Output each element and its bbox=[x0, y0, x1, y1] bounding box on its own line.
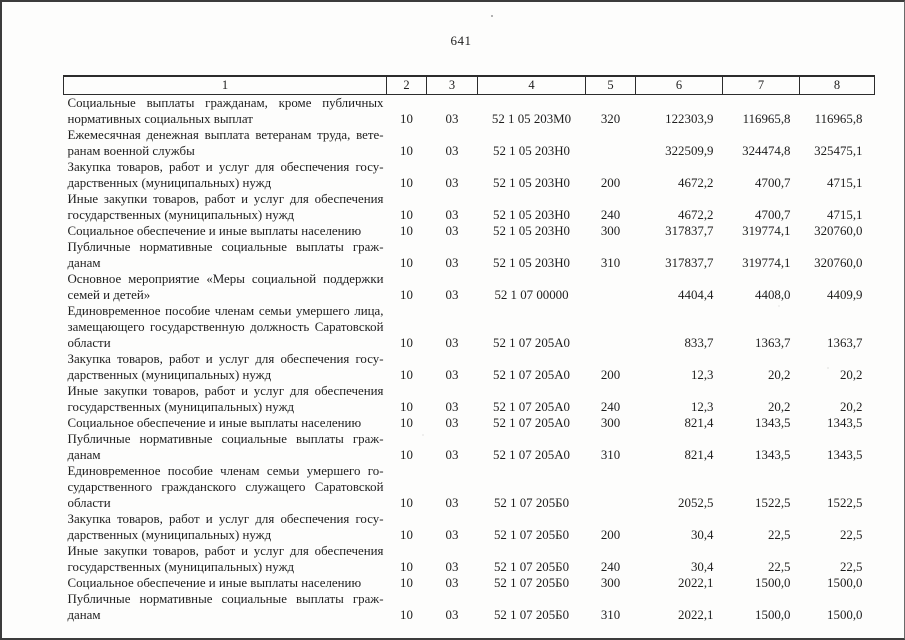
description-cell: Закупка товаров, работ и услуг для обеспечения государственных (муниципальных) нужд bbox=[67, 160, 384, 190]
table-row bbox=[64, 383, 875, 415]
expense-type-code-cell: 200 bbox=[600, 176, 621, 190]
description-cell: Социальное обеспечение и иные выплаты населению bbox=[67, 576, 362, 590]
amount-col6-cell: 2022,1 bbox=[678, 576, 714, 590]
subsection-code-cell: 03 bbox=[445, 560, 459, 574]
description-cell: Иные закупки товаров, работ и услуг для обеспечения государственных (муниципальных) нужд bbox=[67, 384, 384, 414]
section-code-cell: 10 bbox=[400, 224, 413, 238]
expense-type-code-cell: 300 bbox=[600, 576, 621, 590]
expense-type-code-cell bbox=[586, 303, 636, 351]
column-header-1: 1 bbox=[64, 76, 387, 95]
section-code-cell: 10 bbox=[400, 288, 413, 302]
amount-col7-cell: 319774,1 bbox=[742, 256, 791, 270]
table-row bbox=[64, 463, 875, 511]
table-body bbox=[64, 95, 875, 624]
description-cell: Публичные нормативные социальные выплаты гражданам bbox=[67, 592, 384, 622]
subsection-code-cell: 03 bbox=[445, 528, 459, 542]
description-cell: Основное мероприятие «Меры социальной поддержки семей и детей» bbox=[67, 272, 384, 302]
subsection-code-cell: 03 bbox=[445, 144, 459, 158]
amount-col8-cell: 320760,0 bbox=[814, 256, 863, 270]
table-header-row bbox=[64, 76, 875, 95]
amount-col7-cell: 4700,7 bbox=[755, 208, 791, 222]
section-code-cell: 10 bbox=[400, 256, 413, 270]
section-code-cell: 10 bbox=[400, 416, 413, 430]
amount-col6-cell: 4404,4 bbox=[678, 288, 714, 302]
amount-col6-cell: 821,4 bbox=[684, 448, 714, 462]
table-row bbox=[64, 431, 875, 463]
subsection-code-cell: 03 bbox=[445, 400, 459, 414]
subsection-code-cell: 03 bbox=[445, 448, 459, 462]
table-row bbox=[64, 159, 875, 191]
table-row bbox=[64, 127, 875, 159]
target-article-code-cell: 52 1 05 203Н0 bbox=[493, 208, 570, 222]
target-article-code-cell: 52 1 07 205Б0 bbox=[493, 496, 570, 510]
amount-col6-cell: 833,7 bbox=[684, 336, 714, 350]
amount-col8-cell: 22,5 bbox=[839, 560, 863, 574]
column-header-4: 4 bbox=[478, 76, 586, 95]
subsection-code-cell: 03 bbox=[445, 288, 459, 302]
amount-col8-cell: 1500,0 bbox=[827, 576, 863, 590]
description-cell: Закупка товаров, работ и услуг для обеспечения государственных (муниципальных) нужд bbox=[67, 512, 384, 542]
expense-type-code-cell bbox=[586, 127, 636, 159]
target-article-code-cell: 52 1 05 203Н0 bbox=[493, 176, 570, 190]
amount-col8-cell: 1343,5 bbox=[827, 416, 863, 430]
amount-col6-cell: 4672,2 bbox=[678, 176, 714, 190]
target-article-code-cell: 52 1 07 205Б0 bbox=[493, 528, 570, 542]
amount-col7-cell: 116965,8 bbox=[742, 112, 791, 126]
table-row bbox=[64, 543, 875, 575]
subsection-code-cell: 03 bbox=[445, 224, 459, 238]
section-code-cell: 10 bbox=[400, 576, 413, 590]
amount-col8-cell: 1522,5 bbox=[827, 496, 863, 510]
amount-col6-cell: 317837,7 bbox=[665, 224, 714, 238]
description-cell: Иные закупки товаров, работ и услуг для обеспечения государственных (муниципальных) нужд bbox=[67, 192, 384, 222]
subsection-code-cell: 03 bbox=[445, 256, 459, 270]
target-article-code-cell: 52 1 07 205А0 bbox=[493, 368, 570, 382]
expense-type-code-cell: 240 bbox=[600, 208, 621, 222]
subsection-code-cell: 03 bbox=[445, 336, 459, 350]
section-code-cell: 10 bbox=[400, 368, 413, 382]
table-row bbox=[64, 591, 875, 623]
expense-type-code-cell: 310 bbox=[600, 448, 621, 462]
page-number: 641 bbox=[450, 33, 472, 48]
expense-type-code-cell bbox=[586, 463, 636, 511]
table-row bbox=[64, 575, 875, 591]
expense-type-code-cell: 200 bbox=[600, 368, 621, 382]
expense-type-code-cell: 240 bbox=[600, 560, 621, 574]
description-cell: Единовременное пособие членам семьи умершего лица, замещающего государственную должность Саратовской области bbox=[67, 304, 384, 350]
description-cell: Закупка товаров, работ и услуг для обеспечения государственных (муниципальных) нужд bbox=[67, 352, 384, 382]
section-code-cell: 10 bbox=[400, 112, 413, 126]
subsection-code-cell: 03 bbox=[445, 112, 459, 126]
amount-col6-cell: 30,4 bbox=[690, 528, 714, 542]
description-cell: Иные закупки товаров, работ и услуг для обеспечения государственных (муниципальных) нужд bbox=[67, 544, 384, 574]
amount-col8-cell: 4409,9 bbox=[827, 288, 863, 302]
column-header-2: 2 bbox=[387, 76, 427, 95]
amount-col6-cell: 317837,7 bbox=[665, 256, 714, 270]
amount-col6-cell: 2052,5 bbox=[678, 496, 714, 510]
amount-col7-cell: 1363,7 bbox=[755, 336, 791, 350]
description-cell: Социальное обеспечение и иные выплаты населению bbox=[67, 224, 362, 238]
amount-col7-cell: 1343,5 bbox=[755, 448, 791, 462]
amount-col7-cell: 4408,0 bbox=[755, 288, 791, 302]
target-article-code-cell: 52 1 07 205Б0 bbox=[493, 576, 570, 590]
description-cell: Ежемесячная денежная выплата ветеранам труда, ветеранам военной службы bbox=[67, 128, 384, 158]
description-cell: Публичные нормативные социальные выплаты гражданам bbox=[67, 432, 384, 462]
column-header-8: 8 bbox=[800, 76, 875, 95]
amount-col6-cell: 122303,9 bbox=[665, 112, 714, 126]
amount-col7-cell: 1343,5 bbox=[755, 416, 791, 430]
amount-col6-cell: 4672,2 bbox=[678, 208, 714, 222]
target-article-code-cell: 52 1 05 203Н0 bbox=[493, 144, 570, 158]
amount-col7-cell: 1500,0 bbox=[755, 608, 791, 622]
column-header-3: 3 bbox=[427, 76, 478, 95]
description-cell: Единовременное пособие членам семьи умершего государственного гражданского служащего Саратовской области bbox=[67, 464, 384, 510]
subsection-code-cell: 03 bbox=[445, 576, 459, 590]
amount-col8-cell: 116965,8 bbox=[814, 112, 863, 126]
section-code-cell: 10 bbox=[400, 560, 413, 574]
subsection-code-cell: 03 bbox=[445, 208, 459, 222]
description-cell: Социальное обеспечение и иные выплаты населению bbox=[67, 416, 362, 430]
amount-col7-cell: 1522,5 bbox=[755, 496, 791, 510]
expense-type-code-cell: 310 bbox=[600, 256, 621, 270]
section-code-cell: 10 bbox=[400, 176, 413, 190]
expense-type-code-cell: 300 bbox=[600, 224, 621, 238]
expense-type-code-cell: 320 bbox=[600, 112, 621, 126]
amount-col6-cell: 12,3 bbox=[690, 368, 714, 382]
expense-type-code-cell: 240 bbox=[600, 400, 621, 414]
amount-col8-cell: 320760,0 bbox=[814, 224, 863, 238]
table-row bbox=[64, 191, 875, 223]
section-code-cell: 10 bbox=[400, 496, 413, 510]
table-row bbox=[64, 271, 875, 303]
target-article-code-cell: 52 1 07 00000 bbox=[494, 288, 569, 302]
table-row bbox=[64, 511, 875, 543]
column-header-6: 6 bbox=[636, 76, 723, 95]
amount-col7-cell: 22,5 bbox=[767, 528, 791, 542]
expense-type-code-cell: 310 bbox=[600, 608, 621, 622]
amount-col8-cell: 1363,7 bbox=[827, 336, 863, 350]
amount-col8-cell: 20,2 bbox=[839, 400, 863, 414]
target-article-code-cell: 52 1 05 203Н0 bbox=[493, 224, 570, 238]
table-row bbox=[64, 303, 875, 351]
description-cell: Социальные выплаты гражданам, кроме публичных нормативных социальных выплат bbox=[67, 96, 384, 126]
amount-col8-cell: 1500,0 bbox=[827, 608, 863, 622]
description-cell: Публичные нормативные социальные выплаты гражданам bbox=[67, 240, 384, 270]
amount-col8-cell: 4715,1 bbox=[827, 208, 863, 222]
target-article-code-cell: 52 1 07 205Б0 bbox=[493, 560, 570, 574]
table-row bbox=[64, 95, 875, 128]
target-article-code-cell: 52 1 07 205А0 bbox=[493, 400, 570, 414]
amount-col8-cell: 4715,1 bbox=[827, 176, 863, 190]
amount-col7-cell: 4700,7 bbox=[755, 176, 791, 190]
scan-noise bbox=[491, 15, 493, 17]
section-code-cell: 10 bbox=[400, 336, 413, 350]
amount-col7-cell: 20,2 bbox=[767, 400, 791, 414]
target-article-code-cell: 52 1 07 205А0 bbox=[493, 336, 570, 350]
amount-col7-cell: 20,2 bbox=[767, 368, 791, 382]
section-code-cell: 10 bbox=[400, 144, 413, 158]
expense-type-code-cell bbox=[586, 271, 636, 303]
subsection-code-cell: 03 bbox=[445, 496, 459, 510]
amount-col8-cell: 325475,1 bbox=[814, 144, 863, 158]
expense-type-code-cell: 200 bbox=[600, 528, 621, 542]
subsection-code-cell: 03 bbox=[445, 416, 459, 430]
subsection-code-cell: 03 bbox=[445, 176, 459, 190]
section-code-cell: 10 bbox=[400, 528, 413, 542]
amount-col6-cell: 30,4 bbox=[690, 560, 714, 574]
amount-col7-cell: 319774,1 bbox=[742, 224, 791, 238]
table-row bbox=[64, 351, 875, 383]
amount-col6-cell: 821,4 bbox=[684, 416, 714, 430]
expense-type-code-cell: 300 bbox=[600, 416, 621, 430]
target-article-code-cell: 52 1 07 205А0 bbox=[493, 416, 570, 430]
table-row bbox=[64, 239, 875, 271]
column-header-5: 5 bbox=[586, 76, 636, 95]
section-code-cell: 10 bbox=[400, 208, 413, 222]
amount-col6-cell: 2022,1 bbox=[678, 608, 714, 622]
subsection-code-cell: 03 bbox=[445, 368, 459, 382]
amount-col8-cell: 1343,5 bbox=[827, 448, 863, 462]
table-row bbox=[64, 223, 875, 239]
target-article-code-cell: 52 1 05 203М0 bbox=[491, 112, 572, 126]
amount-col6-cell: 12,3 bbox=[690, 400, 714, 414]
target-article-code-cell: 52 1 05 203Н0 bbox=[493, 256, 570, 270]
budget-table bbox=[63, 75, 875, 623]
amount-col7-cell: 22,5 bbox=[767, 560, 791, 574]
amount-col6-cell: 322509,9 bbox=[665, 144, 714, 158]
amount-col8-cell: 20,2 bbox=[839, 368, 863, 382]
section-code-cell: 10 bbox=[400, 400, 413, 414]
column-header-7: 7 bbox=[723, 76, 800, 95]
section-code-cell: 10 bbox=[400, 608, 413, 622]
target-article-code-cell: 52 1 07 205А0 bbox=[493, 448, 570, 462]
amount-col8-cell: 22,5 bbox=[839, 528, 863, 542]
table-row bbox=[64, 415, 875, 431]
subsection-code-cell: 03 bbox=[445, 608, 459, 622]
target-article-code-cell: 52 1 07 205Б0 bbox=[493, 608, 570, 622]
amount-col7-cell: 1500,0 bbox=[755, 576, 791, 590]
amount-col7-cell: 324474,8 bbox=[742, 144, 791, 158]
section-code-cell: 10 bbox=[400, 448, 413, 462]
